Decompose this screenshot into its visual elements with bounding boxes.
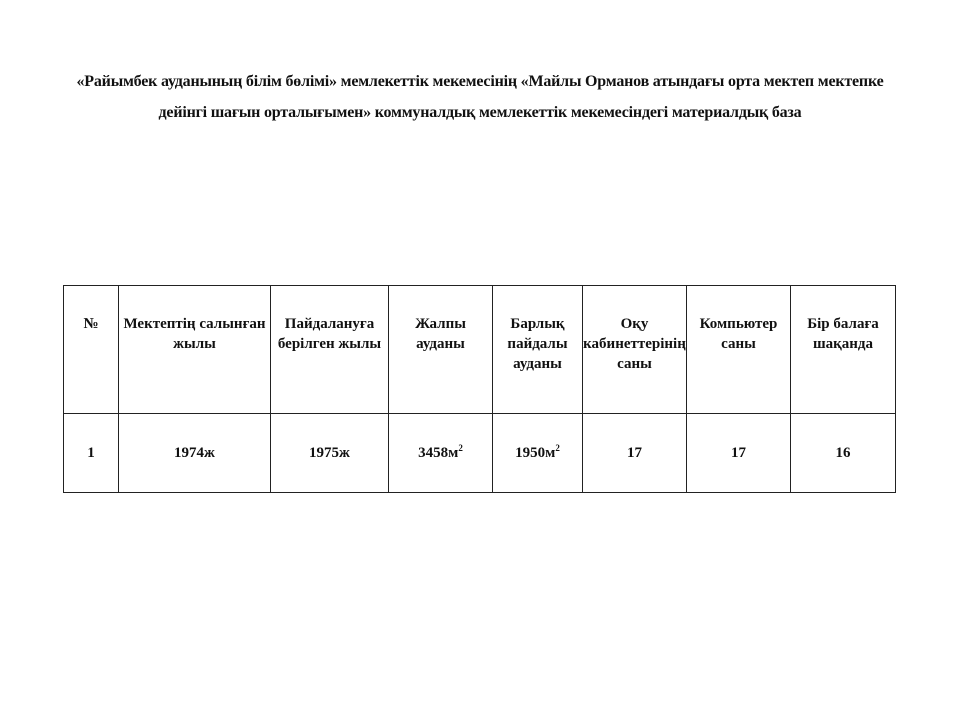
header-commissioned-year: Пайдалануға берілген жылы [271,286,389,414]
table-row [64,414,896,493]
header-classrooms: Оқу кабинеттерінің саны [583,286,687,414]
total-area-value: 3458м [418,445,459,461]
cell-classrooms: 17 [583,414,687,493]
header-built-year: Мектептің салынған жылы [119,286,271,414]
cell-commissioned-year: 1975ж [271,414,389,493]
header-computers: Компьютер саны [687,286,791,414]
useful-area-value: 1950м [515,445,556,461]
cell-useful-area [493,414,583,493]
cell-built-year: 1974ж [119,414,271,493]
header-total-area: Жалпы ауданы [389,286,493,414]
title-line-1: «Райымбек ауданының білім бөлімі» мемлекеттік мекемесінің «Майлы Орманов атындағы орта мектеп мектепке [76,73,884,90]
header-per-child: Бір балаға шақанда [791,286,896,414]
cell-computers: 17 [687,414,791,493]
header-number: № [64,286,119,414]
title-line-2: дейінгі шағын орталығымен» коммуналдық мемлекеттік мекемесіндегі материалдық база [158,104,802,121]
cell-total-area [389,414,493,493]
cell-per-child: 16 [791,414,896,493]
total-area-superscript: 2 [458,443,463,453]
cell-number: 1 [64,414,119,493]
material-base-table [63,285,896,493]
header-useful-area: Барлық пайдалы ауданы [493,286,583,414]
table-header-row [64,286,896,414]
useful-area-superscript: 2 [555,443,560,453]
document-title [50,66,910,128]
